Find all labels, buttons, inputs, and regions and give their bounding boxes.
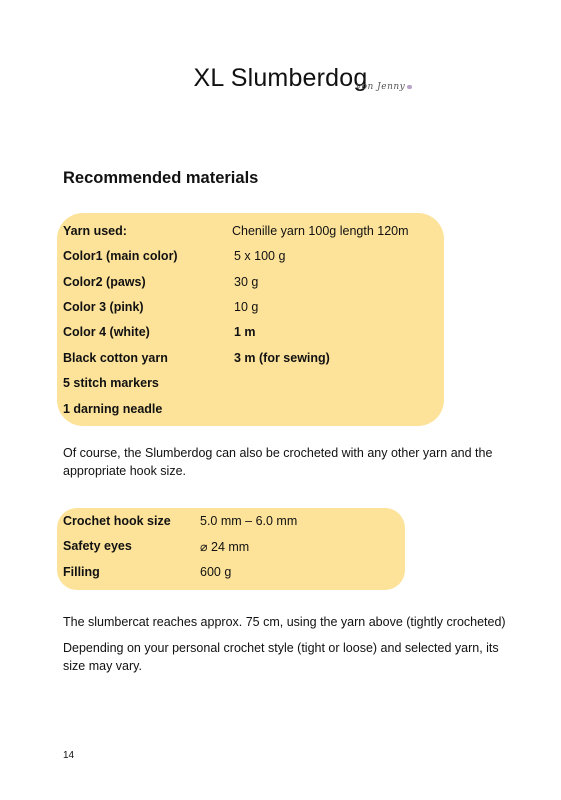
signature-ornament [407,85,412,89]
material-value: 10 g [234,300,259,314]
material-value: 30 g [234,275,259,289]
material-value: 1 m [234,325,256,339]
material-label: Color 3 (pink) [63,300,144,314]
material-label: Yarn used: [63,224,127,238]
tool-label: Filling [63,565,100,579]
tool-label: Crochet hook size [63,514,171,528]
material-label: 5 stitch markers [63,376,159,390]
tool-value: ⌀ 24 mm [200,540,250,554]
materials-box [57,213,444,426]
material-value: 3 m (for sewing) [234,351,330,365]
section-heading: Recommended materials [63,169,259,187]
material-label: Color1 (main color) [63,249,178,263]
size-variation-line: Depending on your personal crochet style (tight or loose) and selected yarn, its [63,641,499,655]
yarn-note-line: Of course, the Slumberdog can also be crocheted with any other yarn and the [63,446,493,460]
size-note: The slumbercat reaches approx. 75 cm, using the yarn above (tightly crocheted) [63,615,506,629]
tool-value: 600 g [200,565,232,579]
author-signature: von Jenny [356,82,412,92]
material-value: 5 x 100 g [234,249,286,263]
document-title: XL Slumberdog [193,64,368,92]
tool-label: Safety eyes [63,539,132,553]
material-label: Color2 (paws) [63,275,146,289]
material-label: Black cotton yarn [63,351,168,365]
size-variation-line: size may vary. [63,659,142,673]
yarn-note-line: appropriate hook size. [63,464,186,478]
material-label: Color 4 (white) [63,325,150,339]
page-number: 14 [63,750,75,761]
tool-value: 5.0 mm – 6.0 mm [200,514,298,528]
material-value: Chenille yarn 100g length 120m [232,224,409,238]
material-label: 1 darning neadle [63,402,163,416]
